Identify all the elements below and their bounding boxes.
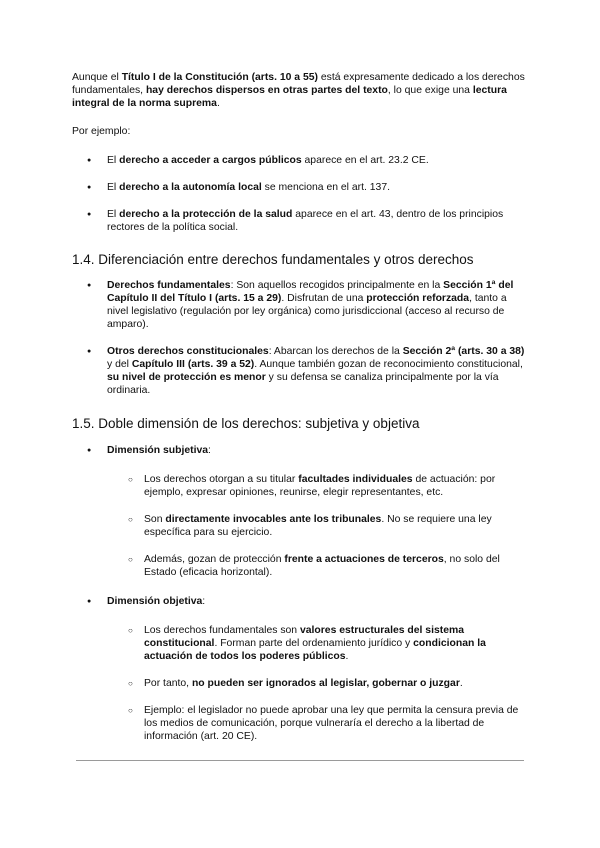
list-item: ● Otros derechos constitucionales: Abarcan los derechos de la Sección 2ª (arts. 30 a 38) y del Capítulo III (arts. 39 a 52). Aunque también gozan de reconocimiento constitucional, su nivel de protección es menor y su defensa se canaliza principalmente por la vía ordinaria. xyxy=(72,345,527,397)
section-1-4-heading: 1.4. Diferenciación entre derechos fundamentales y otros derechos xyxy=(72,252,474,267)
list-item: ● Dimensión objetiva: xyxy=(72,595,527,608)
list-item: ● Derechos fundamentales: Son aquellos recogidos principalmente en la Sección 1ª del Capítulo II del Título I (arts. 15 a 29). Disfrutan de una protección reforzada, tanto a nivel legislativo (regulación por ley orgánica) como jurisdiccional (acceso al recurso de amparo). xyxy=(72,279,527,331)
examples-list xyxy=(72,154,527,234)
list-item: ● El derecho a la autonomía local se menciona en el art. 137. xyxy=(72,181,527,194)
ejemplo-label: Por ejemplo: xyxy=(72,126,131,137)
list-item: ○ Por tanto, no pueden ser ignorados al legislar, gobernar o juzgar. xyxy=(72,677,527,690)
footer-divider xyxy=(76,760,524,761)
intro-paragraph: Aunque el Título I de la Constitución (arts. 10 a 55) está expresamente dedicado a los derechos fundamentales, hay derechos dispersos en otras partes del texto, lo que exige una lectura integral de la norma suprema. xyxy=(72,72,525,109)
list-item: ○ Los derechos fundamentales son valores estructurales del sistema constitucional. Forman parte del ordenamiento jurídico y condicionan la actuación de todos los poderes públicos. xyxy=(72,624,527,663)
document-page xyxy=(72,71,527,743)
list-item: ● El derecho a la protección de la salud aparece en el art. 43, dentro de los principios rectores de la política social. xyxy=(72,208,527,234)
subjetiva-sublist xyxy=(72,473,527,579)
list-item: ○ Los derechos otorgan a su titular facultades individuales de actuación: por ejemplo, expresar opiniones, reunirse, elegir representantes, etc. xyxy=(72,473,527,499)
list-item: ● Dimensión subjetiva: xyxy=(72,444,527,457)
section-1-5-heading: 1.5. Doble dimensión de los derechos: subjetiva y objetiva xyxy=(72,416,420,431)
list-item: ○ Además, gozan de protección frente a actuaciones de terceros, no solo del Estado (eficacia horizontal). xyxy=(72,553,527,579)
list-item: ○ Ejemplo: el legislador no puede aprobar una ley que permita la censura previa de los medios de comunicación, porque vulneraría el derecho a la libertad de información (art. 20 CE). xyxy=(72,704,527,743)
section-1-5-list xyxy=(72,444,527,457)
list-item: ● El derecho a acceder a cargos públicos aparece en el art. 23.2 CE. xyxy=(72,154,527,167)
section-1-4-list xyxy=(72,279,527,397)
objetiva-sublist xyxy=(72,624,527,743)
section-1-5-list-2 xyxy=(72,595,527,608)
list-item: ○ Son directamente invocables ante los tribunales. No se requiere una ley específica para su ejercicio. xyxy=(72,513,527,539)
